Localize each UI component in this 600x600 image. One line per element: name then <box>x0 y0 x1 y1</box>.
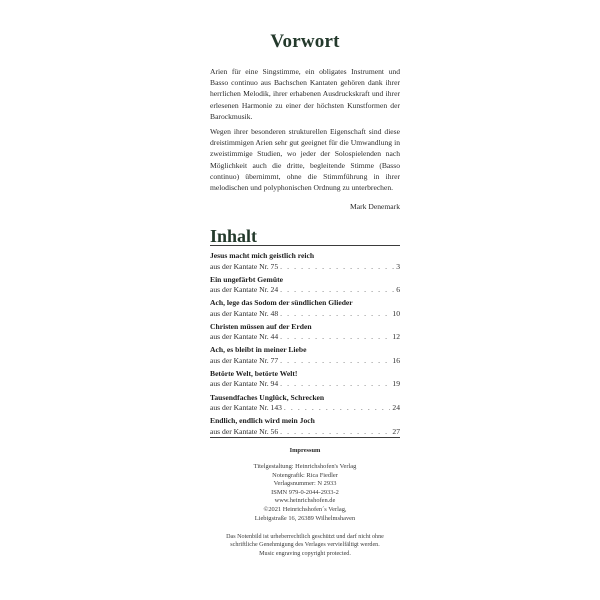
toc-entry-title: Endlich, endlich wird mein Joch <box>210 416 315 426</box>
impressum-line: ISMN 979-0-2044-2933-2 <box>271 488 339 496</box>
impressum-line: Titelgestaltung: Heinrichshofen's Verlag <box>253 463 357 470</box>
impressum-line: Notengrafik: Rica Fiedler <box>272 471 338 479</box>
toc-bottom-divider <box>210 437 400 438</box>
toc-entry-line <box>210 356 400 367</box>
toc-entry <box>210 275 400 299</box>
toc-entry-title: Jesus macht mich geistlich reich <box>210 251 315 260</box>
toc-entry <box>210 298 400 322</box>
toc-entry-line <box>210 427 400 438</box>
toc-entry-source: aus der Kantate Nr. 24 <box>210 285 279 295</box>
toc-leader-dots <box>280 309 390 320</box>
toc-entry-page: 10 <box>392 308 400 318</box>
toc-entry-title: Betörte Welt, betörte Welt! <box>210 368 298 378</box>
toc-entry-title: Ach, es bleibt in meiner Liebe <box>210 345 307 355</box>
toc-entry-line <box>210 285 400 296</box>
toc-entry-line <box>210 403 400 414</box>
toc-entry-title: Tausendfaches Unglück, Schrecken <box>210 392 325 402</box>
toc-entry-page: 16 <box>392 355 400 365</box>
toc-entry-line <box>210 262 400 273</box>
toc-entry-source: aus der Kantate Nr. 77 <box>210 355 279 365</box>
toc-entry-title: Christen müssen auf der Erden <box>210 321 312 331</box>
toc-entry-line <box>210 332 400 343</box>
toc-entry <box>210 393 400 417</box>
impressum-line: www.heinrichshofen.de <box>274 497 336 505</box>
copyright-line: Das Notenbild ist urheberrechtlich geschützt und darf nicht ohne <box>226 534 384 540</box>
toc-entry-page: 19 <box>392 379 400 389</box>
toc-entry-source: aus der Kantate Nr. 56 <box>210 426 279 436</box>
impressum-line: Verlagsnummer: N 2933 <box>273 480 337 488</box>
toc-entry-page: 6 <box>396 285 400 295</box>
toc-entry-page: 12 <box>392 332 400 342</box>
toc-entry-source: aus der Kantate Nr. 94 <box>210 379 279 389</box>
toc-entry-title: Ein ungefärbt Gemüte <box>210 274 283 284</box>
toc-entry <box>210 322 400 346</box>
impressum-block <box>210 463 400 523</box>
vorwort-signature: Mark Denemark <box>350 202 400 211</box>
toc-entry-page: 3 <box>396 261 400 271</box>
toc-entry <box>210 345 400 369</box>
table-of-contents <box>210 251 400 440</box>
toc-entry-source: aus der Kantate Nr. 143 <box>210 403 282 413</box>
toc-leader-dots <box>280 427 390 438</box>
toc-entry <box>210 369 400 393</box>
toc-entry-page: 24 <box>392 403 400 413</box>
impressum-line: Liebigstraße 16, 26389 Wilhelmshaven <box>254 514 356 522</box>
toc-leader-dots <box>280 262 394 273</box>
impressum-heading: Impressum <box>289 447 321 454</box>
toc-entry-source: aus der Kantate Nr. 48 <box>210 308 279 318</box>
impressum-line: ©2021 Heinrichshofen´s Verlag, <box>263 505 347 513</box>
toc-entry-title: Ach, lege das Sodom der sündlichen Glieder <box>210 298 353 308</box>
copyright-notice <box>210 533 400 558</box>
toc-entry <box>210 251 400 275</box>
toc-leader-dots <box>284 403 390 414</box>
copyright-line: schriftliche Genehmigung des Verlages vervielfältigt werden. <box>230 542 380 549</box>
vorwort-paragraph-1: Arien für eine Singstimme, ein obligates Instrument und Basso continuo aus Bachschen Kantaten gehören dank ihrer herrlichen Melodik, ihrer erhabenen Ausdruckskraft und ihrer erlesenen Harmonie zu einer der höchsten Kunstformen der Barockmusik. <box>210 67 400 121</box>
toc-leader-dots <box>280 356 390 367</box>
toc-entry-source: aus der Kantate Nr. 44 <box>210 332 279 342</box>
toc-entry-line <box>210 379 400 390</box>
vorwort-paragraph-2: Wegen ihrer besonderen strukturellen Eigenschaft sind diese dreistimmigen Arien sehr gut geeignet für die Umwandlung in zweistimmige Studien, wo jeder der Solospielenden nach Möglichkeit auch die dritte, begleitende Stimme (Basso continuo) übernimmt, ohne die Stimmführung in ihrer melodischen und polyphonischen Ordnung zu unterbrechen. <box>210 127 400 193</box>
toc-leader-dots <box>280 379 390 390</box>
inhalt-heading: Inhalt <box>210 226 258 246</box>
toc-entry-line <box>210 309 400 320</box>
toc-leader-dots <box>280 285 394 296</box>
inhalt-divider <box>210 245 400 246</box>
toc-leader-dots <box>280 332 390 343</box>
vorwort-heading: Vorwort <box>270 31 340 52</box>
copyright-line: Music engraving copyright protected. <box>259 550 351 557</box>
toc-entry-page: 27 <box>392 426 400 436</box>
toc-entry-source: aus der Kantate Nr. 75 <box>210 261 279 271</box>
